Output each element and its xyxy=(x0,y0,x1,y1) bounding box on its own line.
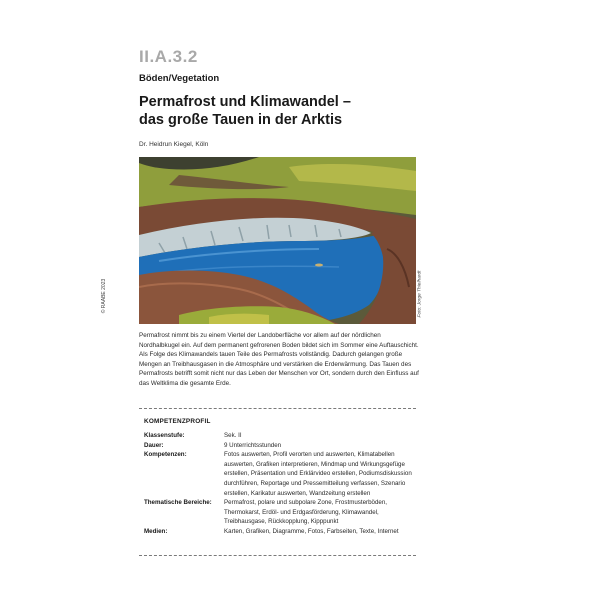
copyright-notice: © RAABE 2023 xyxy=(101,278,107,314)
kp-value: Sek. II xyxy=(224,432,242,439)
kp-label: Klassenstufe: xyxy=(144,432,185,439)
title-line-1: Permafrost und Klimawandel – xyxy=(139,94,351,110)
kp-value: 9 Unterrichtsstunden xyxy=(224,441,282,449)
divider-top xyxy=(139,408,416,409)
author-name: Dr. Heidrun Kiegel, Köln xyxy=(139,141,209,148)
kp-label: Thematische Bereiche: xyxy=(144,499,212,507)
kp-value: Karten, Grafiken, Diagramme, Fotos, Farbseiten, Texte, Internet xyxy=(224,527,399,535)
kp-row-thematische-bereiche xyxy=(144,498,414,527)
kp-row-dauer xyxy=(144,441,414,451)
kp-value: Fotos auswerten, Profil verorten und auswerten, Klimatabellen auswerten, Grafiken interpretieren, Mindmap und Wirkungsgefüge erstellen, Präsentation und Erklärvideo erstellen, Podiumsdiskussion durchführen, Reportage und Pressemitteilung verfassen, Szenario erstellen, Karikatur auswerten, Wandzeitung erstellen xyxy=(224,451,412,497)
kompetenzprofil-heading: KOMPETENZPROFIL xyxy=(144,418,211,425)
kp-value: Permafrost, polare und subpolare Zone, Frostmusterböden, Thermokarst, Erdöl- und Erdgasförderung, Klimawandel, Treibhausgase, Rückkopplung, Kipppunkt xyxy=(224,499,388,526)
category-label: Böden/Vegetation xyxy=(139,73,220,84)
kp-row-klassenstufe xyxy=(144,431,414,441)
kompetenzprofil-table xyxy=(144,431,414,537)
kp-label: Kompetenzen: xyxy=(144,451,187,459)
photo-illustration xyxy=(139,157,416,324)
divider-bottom xyxy=(139,555,416,556)
title-line-2: das große Tauen in der Arktis xyxy=(139,112,343,128)
intro-paragraph: Permafrost nimmt bis zu einem Viertel der Landoberfläche vor allem auf der nördlichen Nordhalbkugel ein. Auf dem permanent gefrorenen Boden bildet sich im Sommer eine Auftauschicht. Als Folge des Klimawandels tauen Teile des Permafrosts vollständig. Dadurch gelangen große Mengen an Treibhausgasen in die Atmosphäre und verstärken die Erderwärmung. Das Tauen des Permafrosts betrifft somit nicht nur das Leben der Menschen vor Ort, sondern durch den Einfluss auf das Weltklima die gesamte Erde. xyxy=(139,332,419,387)
photo-credit: Foto: Jorge Thielhardt xyxy=(417,270,423,318)
permafrost-photo xyxy=(139,157,416,324)
kp-row-medien xyxy=(144,527,414,537)
kp-label: Medien: xyxy=(144,527,168,535)
section-code: II.A.3.2 xyxy=(139,47,198,66)
kp-label: Dauer: xyxy=(144,441,164,449)
page-title xyxy=(139,93,439,129)
kp-row-kompetenzen xyxy=(144,450,414,498)
